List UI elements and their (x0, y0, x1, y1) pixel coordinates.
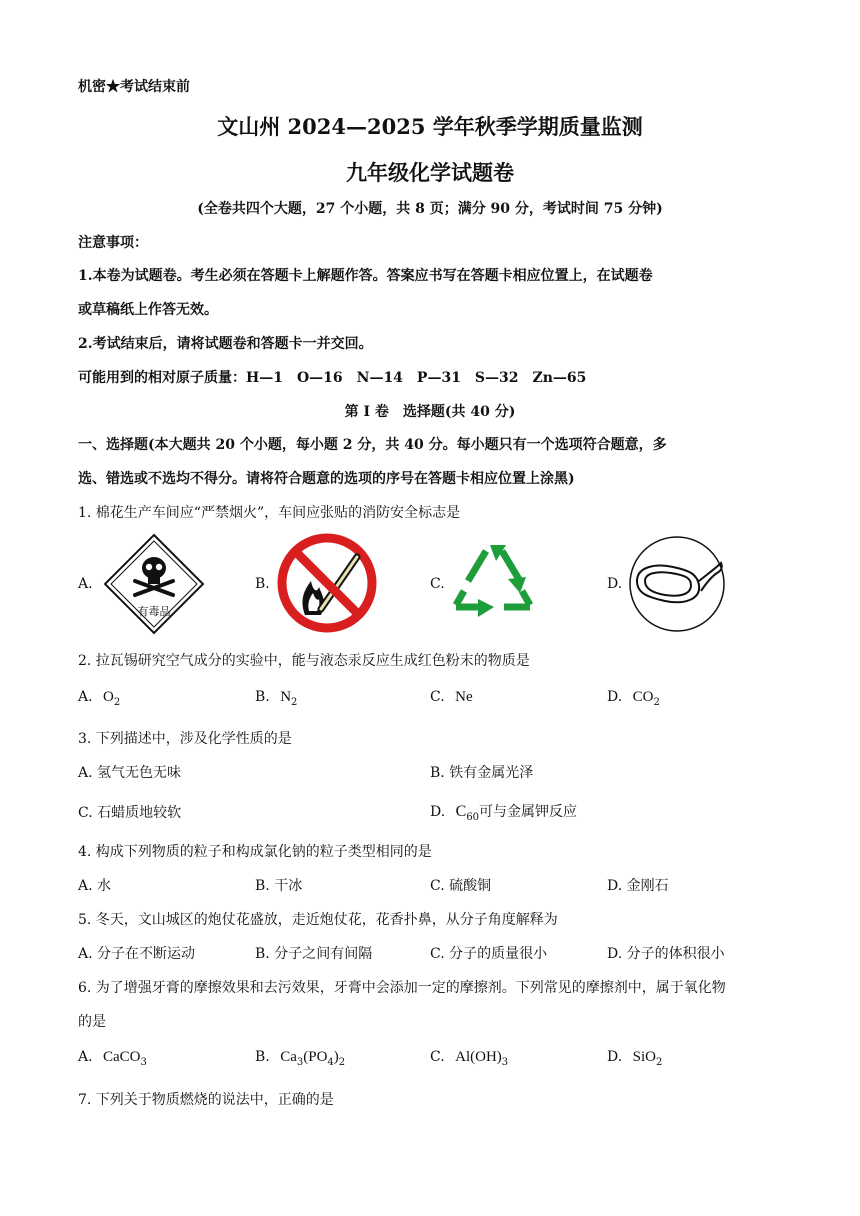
q6-option-a[interactable] (78, 1049, 147, 1068)
q6-option-a-p1: CaCO (103, 1049, 141, 1065)
q1-option-b-label: B. (255, 576, 270, 592)
q6-option-c-s1: 3 (501, 1057, 509, 1068)
atomic-mass-line: 可能用到的相对原子质量：H—1 O—16 N—14 P—31 S—32 Zn—65 (78, 370, 587, 386)
note-1-line-2: 或草稿纸上作答无效。 (78, 302, 218, 318)
q2-option-b-sub: 2 (291, 697, 298, 708)
q6-option-b-s2: 4 (327, 1057, 334, 1068)
q6-option-d-p1: SiO (632, 1049, 656, 1065)
q6-option-c-p1: Al(OH) (455, 1049, 502, 1065)
q2-option-d-sub: 2 (653, 697, 660, 708)
q3-option-d-sub: 60 (466, 812, 480, 823)
q2-option-b[interactable] (255, 689, 297, 708)
q3-option-d-text: 可与金属钾反应 (479, 804, 578, 820)
recycle-sign-icon (448, 541, 538, 623)
exam-info: (全卷共四个大题，27 个小题，共 8 页；满分 90 分，考试时间 75 分钟) (197, 201, 663, 217)
confidential-label: 机密★考试结束前 (78, 79, 190, 95)
toxic-sign-text: 有毒品 (137, 605, 171, 618)
q2-option-c-main: Ne (455, 689, 473, 705)
exam-subtitle: 九年级化学试题卷 (346, 160, 514, 185)
q2-option-a[interactable] (78, 689, 120, 708)
q3-option-d[interactable] (430, 801, 577, 823)
q6-option-d-s1: 2 (655, 1057, 663, 1068)
q3-option-d-chem: C (455, 803, 467, 820)
q6-option-b-s1: 3 (296, 1057, 304, 1068)
q1-option-d-label: D. (607, 576, 623, 592)
q6-option-c[interactable] (430, 1049, 508, 1068)
q6-option-b[interactable] (255, 1049, 345, 1068)
q6-option-a-s1: 3 (140, 1057, 147, 1068)
q6-option-d-label: D. (607, 1049, 623, 1065)
q6-option-b-p3: ) (333, 1049, 339, 1065)
q6-option-a-label: A. (78, 1049, 93, 1065)
q6-option-b-s3: 2 (338, 1057, 346, 1068)
question-5-stem: 5. 冬天，文山城区的炮仗花盛放，走近炮仗花，花香扑鼻，从分子角度解释为 (78, 912, 558, 928)
q4-option-d[interactable]: D. 金刚石 (607, 878, 669, 894)
q5-option-c[interactable]: C. 分子的质量很小 (430, 946, 548, 962)
q2-option-d-label: D. (607, 689, 623, 705)
question-3-stem: 3. 下列描述中，涉及化学性质的是 (78, 731, 292, 747)
question-2-stem: 2. 拉瓦锡研究空气成分的实验中，能与液态汞反应生成红色粉末的物质是 (78, 653, 530, 669)
q1-option-a-label: A. (78, 576, 93, 592)
q3-option-a[interactable]: A. 氢气无色无味 (78, 765, 182, 781)
q2-option-b-main: N (280, 689, 292, 705)
q5-option-a[interactable]: A. 分子在不断运动 (78, 946, 196, 962)
q2-option-d-main: CO (632, 689, 654, 705)
note-1-line-1: 1.本卷为试题卷。考生必须在答题卡上解题作答。答案应书写在答题卡相应位置上，在试题卷 (78, 268, 653, 284)
q5-option-b[interactable]: B. 分子之间有间隔 (255, 946, 373, 962)
exam-title: 文山州 2024—2025 学年秋季学期质量监测 (217, 114, 643, 139)
q4-option-a[interactable]: A. 水 (78, 878, 112, 894)
section-instructions-1: 一、选择题(本大题共 20 个小题，每小题 2 分，共 40 分。每小题只有一个选项符合题意，多 (78, 437, 667, 453)
q2-option-a-sub: 2 (113, 697, 121, 708)
q2-option-c[interactable] (430, 689, 473, 706)
question-7-stem: 7. 下列关于物质燃烧的说法中，正确的是 (78, 1092, 334, 1108)
q5-option-d[interactable]: D. 分子的体积很小 (607, 946, 725, 962)
q2-option-a-main: O (103, 689, 114, 705)
q2-option-a-label: A. (78, 689, 93, 705)
q2-option-b-label: B. (255, 689, 270, 705)
q2-option-c-label: C. (430, 689, 445, 705)
note-2: 2.考试结束后，请将试题卷和答题卡一并交回。 (78, 336, 373, 352)
goggles-sign-icon (625, 533, 729, 635)
q4-option-b[interactable]: B. 干冰 (255, 878, 303, 894)
no-fire-sign-icon (275, 531, 379, 635)
q3-option-d-label: D. (430, 804, 446, 820)
q6-option-b-p1: Ca (280, 1049, 297, 1065)
q6-option-b-p2: (PO (303, 1049, 328, 1065)
q6-option-c-label: C. (430, 1049, 445, 1065)
q1-option-c-label: C. (430, 576, 445, 592)
toxic-sign-icon (102, 532, 206, 636)
question-6-stem-2: 的是 (78, 1014, 106, 1030)
question-6-stem-1: 6. 为了增强牙膏的摩擦效果和去污效果，牙膏中会添加一定的摩擦剂。下列常见的摩擦剂中，属于氧化物 (78, 980, 726, 996)
q6-option-b-label: B. (255, 1049, 270, 1065)
question-4-stem: 4. 构成下列物质的粒子和构成氯化钠的粒子类型相同的是 (78, 844, 432, 860)
q3-option-c[interactable]: C. 石蜡质地较软 (78, 805, 182, 821)
q4-option-c[interactable]: C. 硫酸铜 (430, 878, 492, 894)
q3-option-b[interactable]: B. 铁有金属光泽 (430, 765, 534, 781)
question-1-stem: 1. 棉花生产车间应“严禁烟火”，车间应张贴的消防安全标志是 (78, 505, 461, 521)
notes-heading: 注意事项： (78, 235, 148, 251)
q2-option-d[interactable] (607, 689, 660, 708)
section-instructions-2: 选、错选或不选均不得分。请将符合题意的选项的序号在答题卡相应位置上涂黑) (78, 471, 575, 487)
part-title: 第 I 卷 选择题(共 40 分) (344, 404, 516, 420)
q6-option-d[interactable] (607, 1049, 662, 1068)
